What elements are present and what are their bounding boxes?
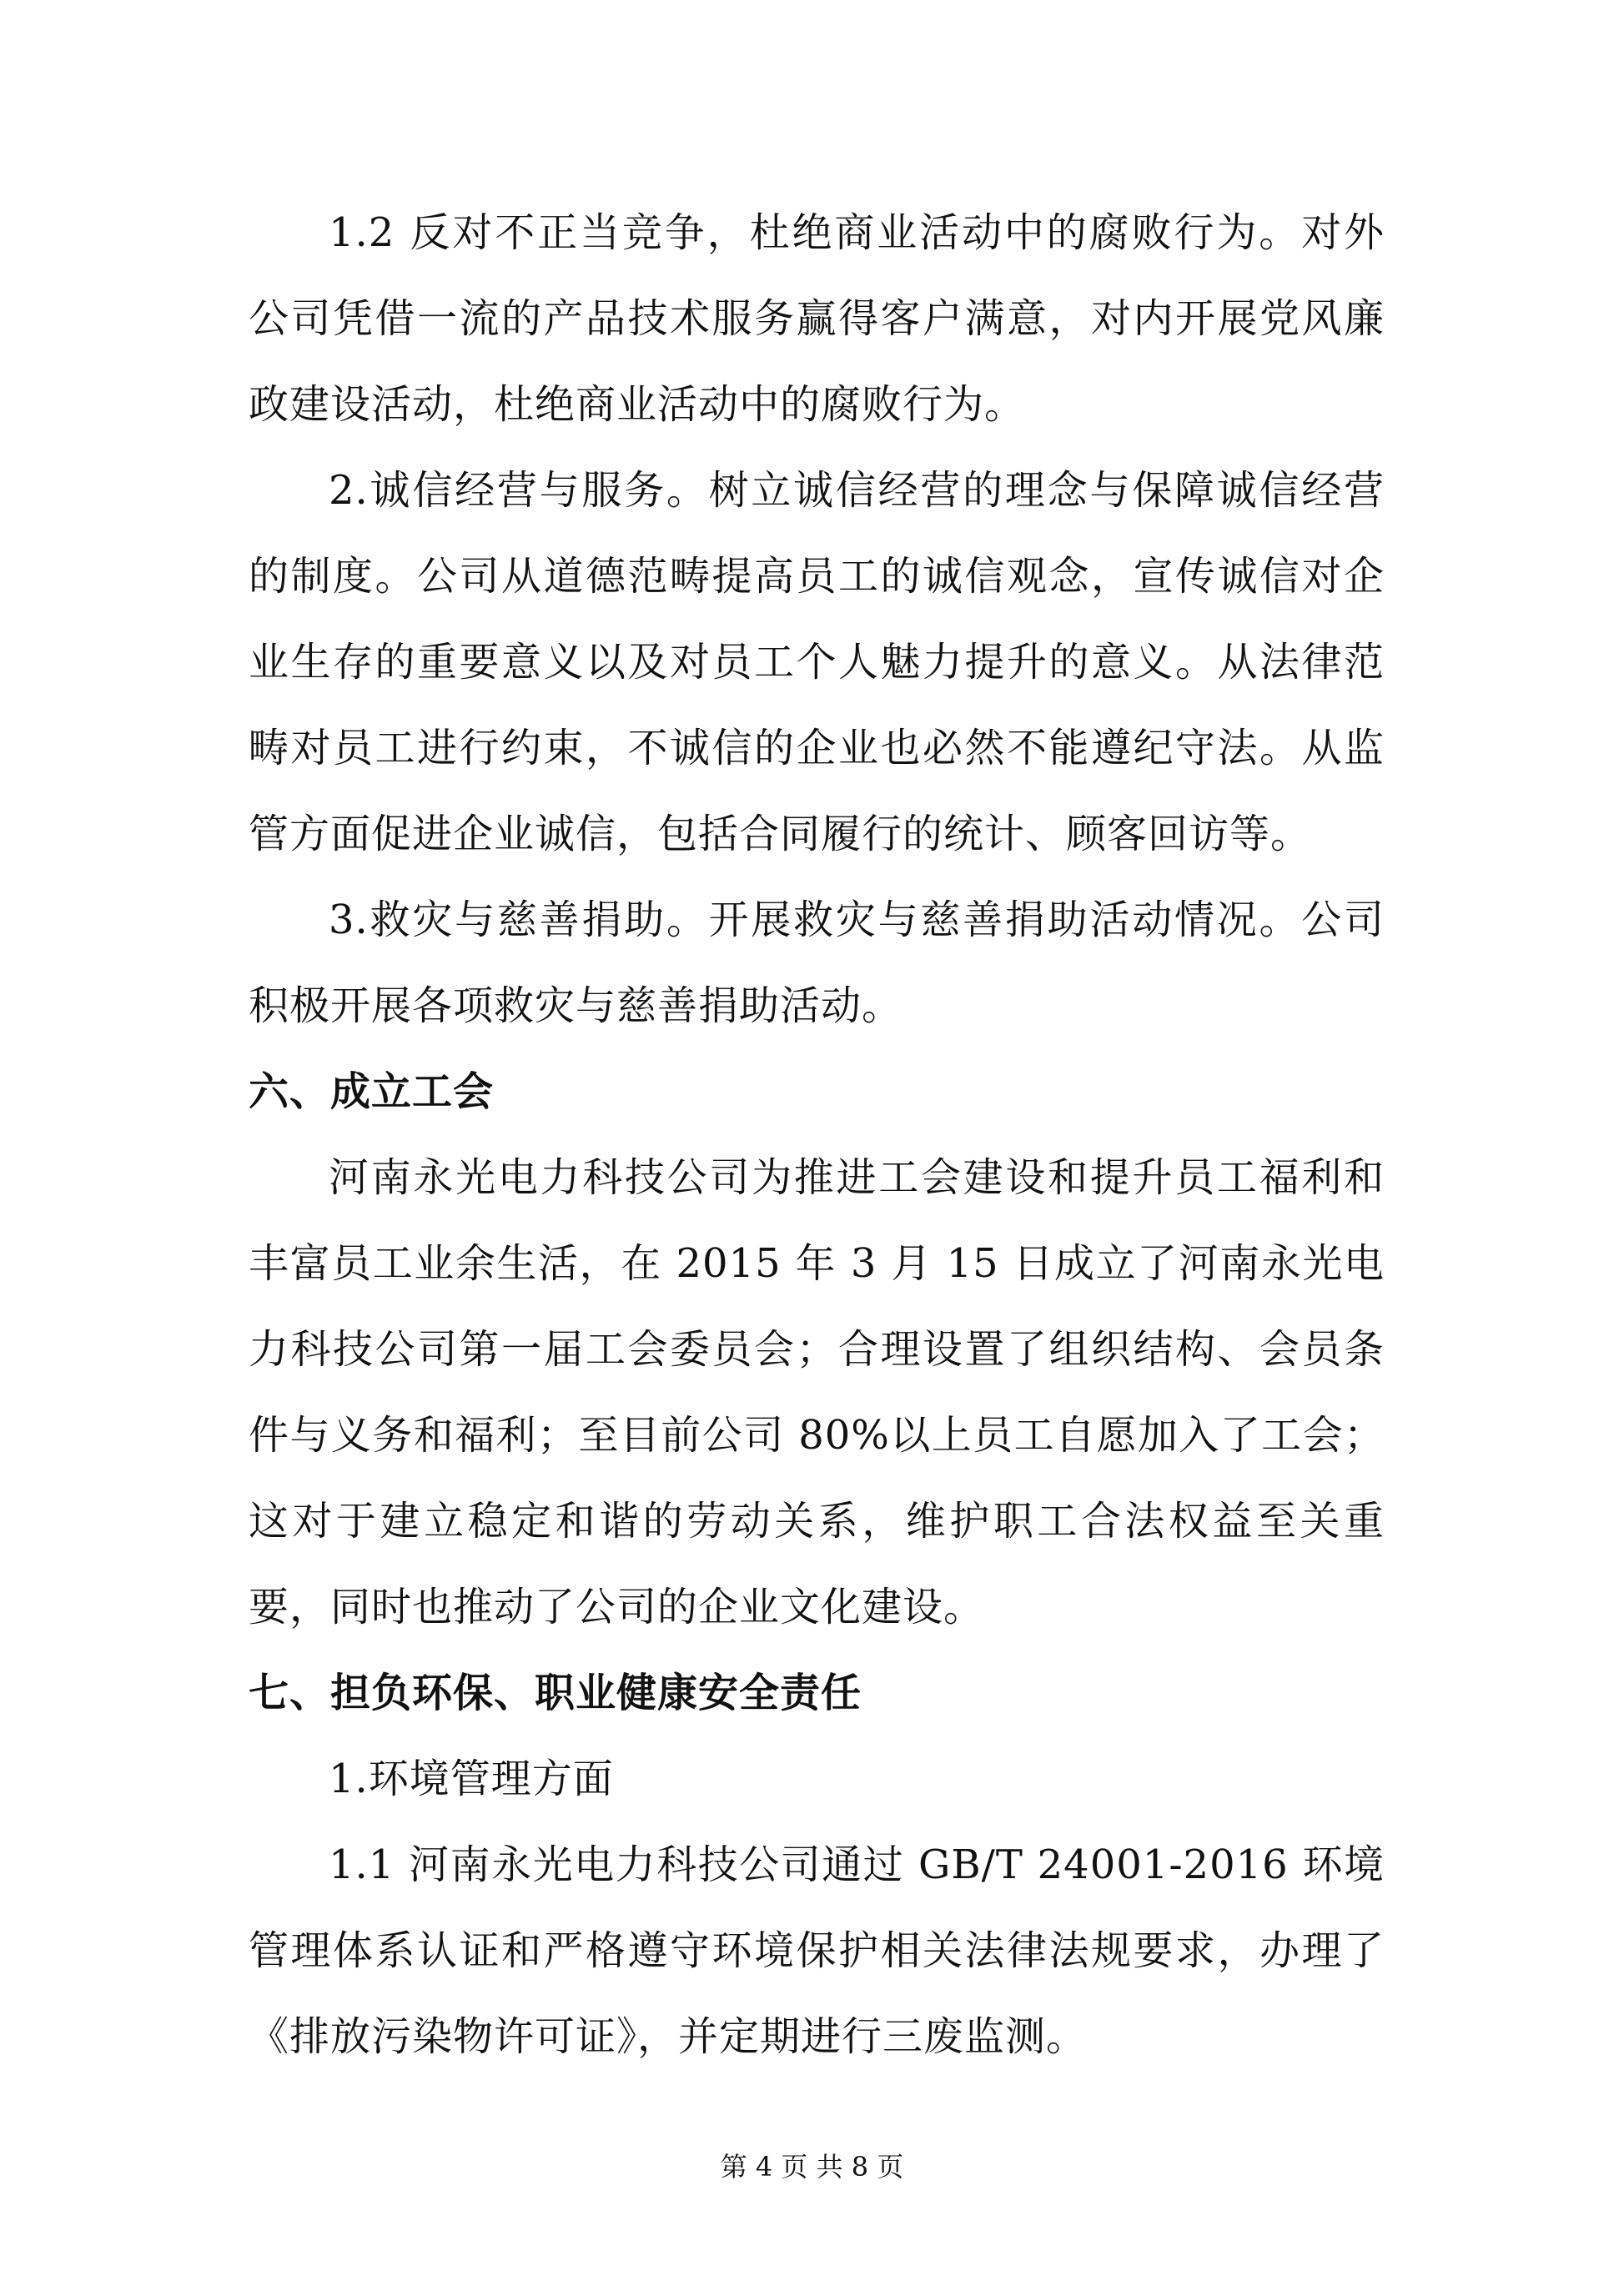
subheading-environment-management: 1.环境管理方面 [329,1756,614,1802]
paragraph-environment-certification: 1.1 河南永光电力科技公司通过 GB/T 24001-2016 环境管理体系认证和严格遵守环境保护相关法律法规要求，办理了《排放污染物许可证》，并定期进行三废监测。 [249,1841,1385,2060]
page-number-footer: 第 4 页 共 8 页 [720,2151,904,2183]
section-heading-trade-union: 六、成立工会 [249,1068,495,1115]
paragraph-anti-corruption: 1.2 反对不正当竞争，杜绝商业活动中的腐败行为。对外公司凭借一流的产品技术服务赢得客户满意，对内开展党风廉政建设活动，杜绝商业活动中的腐败行为。 [249,209,1385,428]
paragraph-charity: 3.救灾与慈善捐助。开展救灾与慈善捐助活动情况。公司积极开展各项救灾与慈善捐助活动。 [249,897,1385,1029]
paragraph-trade-union: 河南永光电力科技公司为推进工会建设和提升员工福利和丰富员工业余生活，在 2015 年 3 月 15 日成立了河南永光电力科技公司第一届工会委员会；合理设置了组织结构、会员条件与义务和福利；至目前公司 80%以上员工自愿加入了工会；这对于建立稳定和谐的劳动关系，维护职工合法权益至关重要，同时也推动了公司的企业文化建设。 [249,1154,1385,1630]
document-body [249,190,1385,2080]
section-heading-environment-safety: 七、担负环保、职业健康安全责任 [249,1670,862,1716]
paragraph-integrity: 2.诚信经营与服务。树立诚信经营的理念与保障诚信经营的制度。公司从道德范畴提高员工的诚信观念，宣传诚信对企业生存的重要意义以及对员工个人魅力提升的意义。从法律范畴对员工进行约束，不诚信的企业也必然不能遵纪守法。从监管方面促进企业诚信，包括合同履行的统计、顾客回访等。 [249,467,1385,857]
